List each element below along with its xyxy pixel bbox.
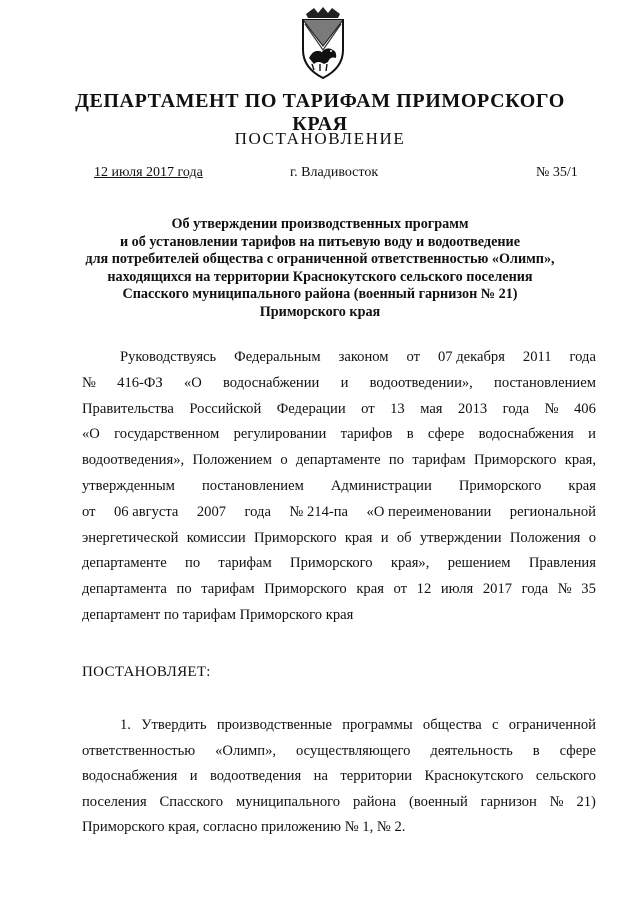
department-heading: ДЕПАРТАМЕНТ ПО ТАРИФАМ ПРИМОРСКОГО КРАЯ [75, 90, 565, 135]
word: от [393, 581, 408, 598]
word: и [340, 374, 349, 391]
word: решением [447, 555, 511, 572]
word: комиссии [186, 529, 246, 546]
word: «О [82, 426, 100, 443]
word: 2017 [482, 581, 513, 598]
text-line [82, 713, 596, 739]
word: в [406, 426, 414, 443]
word: по [176, 581, 192, 598]
word: «О переименовании [366, 503, 492, 520]
title-line: Спасского муниципального района (военный гарнизон № 21) [122, 286, 518, 302]
title-line: для потребителей общества с ограниченной ответственностью «Олимп», [85, 251, 555, 267]
preamble-paragraph [82, 345, 596, 629]
word: утвержденным [82, 477, 175, 494]
word: энергетической [82, 529, 179, 546]
word: от [82, 503, 96, 520]
text-line [82, 371, 596, 397]
text-line [82, 551, 596, 577]
word: июля [440, 581, 474, 598]
word: Российской [189, 400, 262, 417]
document-date: 12 июля 2017 года [94, 165, 203, 180]
word: водоснабжении [222, 374, 320, 391]
text-line [82, 577, 596, 603]
word: Приморского [254, 529, 337, 546]
word: водоотведении», [369, 374, 473, 391]
word: осуществляющего [296, 742, 411, 759]
word: № [557, 581, 572, 598]
text-line [82, 500, 596, 526]
word: о [588, 529, 596, 546]
word: года [521, 581, 549, 598]
word: 13 [390, 400, 405, 417]
word: 2011 [522, 349, 552, 365]
word: от [361, 400, 375, 417]
word: департаменте [82, 555, 167, 572]
word: по [185, 555, 201, 572]
word: по [388, 452, 405, 469]
word: ограниченной [508, 717, 596, 733]
item-1-paragraph [82, 713, 596, 841]
title-line: Об утверждении производственных программ [171, 216, 469, 232]
title-line: и об установлении тарифов на питьевую воду и водоотведение [119, 233, 521, 250]
word: года [244, 503, 271, 520]
word: сфере [427, 426, 465, 443]
title-line: находящихся на территории Краснокутского сельского поселения [107, 268, 533, 285]
text-line [82, 474, 596, 500]
word: с [492, 717, 499, 733]
word: Федерации [276, 400, 346, 417]
word: края [568, 477, 596, 494]
word: водоотведения», [82, 452, 185, 469]
word: края [344, 529, 373, 546]
word: в [532, 742, 540, 759]
word: и [189, 768, 198, 785]
word: производственные [216, 717, 332, 733]
word: и [380, 529, 389, 546]
word: департамента [82, 581, 167, 598]
document-type: ПОСТАНОВЛЕНИЕ [234, 129, 406, 148]
word: № [544, 400, 559, 417]
word: Спасского [159, 793, 224, 810]
word: программы [342, 717, 413, 733]
word: края [356, 581, 384, 598]
word: 06 августа [113, 503, 179, 520]
word: № [82, 374, 96, 391]
text-line [82, 345, 596, 371]
document-city: г. Владивосток [290, 165, 379, 180]
word: гарнизон [480, 793, 537, 810]
word: постановлением [201, 477, 304, 494]
text-line [82, 448, 596, 474]
word: Федеральным [234, 349, 321, 365]
word: (военный [408, 793, 468, 810]
word: № 214-па [289, 503, 349, 520]
word: Приморского [458, 477, 542, 494]
word: водоснабжения [478, 426, 574, 443]
word: 406 [573, 400, 596, 417]
word: Приморского края, согласно приложению № 1, № 2. [82, 819, 406, 836]
word: Правительства [82, 400, 174, 417]
word: 07 декабря [437, 349, 505, 365]
word: водоотведения [210, 768, 302, 785]
word: департамент по тарифам Приморского края [82, 606, 354, 623]
word: Администрации [330, 477, 432, 494]
word: территории [340, 768, 413, 785]
title-line: Приморского края [259, 303, 381, 320]
word: № [549, 793, 564, 810]
word: Краснокутского [424, 768, 524, 785]
word: года [569, 349, 596, 365]
word: тарифов [340, 426, 393, 443]
word: 2013 [458, 400, 488, 417]
word: тарифам [218, 555, 272, 572]
word: Положением [192, 452, 273, 469]
word: утверждении [419, 529, 502, 546]
word: от [406, 349, 420, 365]
word: района [352, 793, 397, 810]
word: водоснабжения [82, 768, 178, 785]
word: постановлением [494, 374, 596, 391]
word: мая [420, 400, 443, 417]
word: Правления [528, 555, 596, 572]
word: деятельность [430, 742, 513, 759]
document-title [70, 216, 570, 321]
word: 416-ФЗ [117, 374, 163, 391]
word: «О [183, 374, 202, 391]
word: на [313, 768, 328, 785]
word: законом [338, 349, 389, 365]
word: о [280, 452, 288, 469]
word: об [396, 529, 412, 546]
text-line [82, 422, 596, 448]
word: государственном [114, 426, 220, 443]
text-line [82, 397, 596, 423]
word: и [588, 426, 596, 443]
word: 21) [576, 793, 596, 810]
word: региональной [509, 503, 596, 520]
document-number: № 35/1 [536, 165, 578, 180]
word: тарифам [412, 452, 466, 469]
word: Приморского [264, 581, 347, 598]
word: регулировании [233, 426, 327, 443]
word: 35 [581, 581, 596, 598]
word: края, [564, 452, 596, 469]
word: 2007 [196, 503, 227, 520]
word: 12 [416, 581, 432, 598]
word: сельского [535, 768, 596, 785]
word: ответственностью [82, 742, 196, 759]
text-line [82, 764, 596, 790]
word: 1. [120, 717, 131, 733]
word: Положения [509, 529, 581, 546]
word: поселения [82, 793, 147, 810]
text-line [82, 526, 596, 552]
word: Утвердить [141, 717, 207, 733]
word: общества [422, 717, 482, 733]
decree-heading: ПОСТАНОВЛЯЕТ: [82, 664, 211, 680]
word: Приморского [473, 452, 557, 469]
word: Руководствуясь [120, 349, 217, 365]
word: года [502, 400, 530, 417]
coat-of-arms-emblem [300, 6, 346, 80]
word: сфере [559, 742, 596, 759]
word: муниципального [235, 793, 341, 810]
word: Приморского [290, 555, 373, 572]
text-line [82, 739, 596, 765]
word: «Олимп», [215, 742, 277, 759]
text-line [82, 603, 596, 629]
word: края», [390, 555, 430, 572]
text-line [82, 790, 596, 816]
word: тарифам [201, 581, 255, 598]
text-line [82, 815, 596, 841]
word: департаменте [295, 452, 381, 469]
